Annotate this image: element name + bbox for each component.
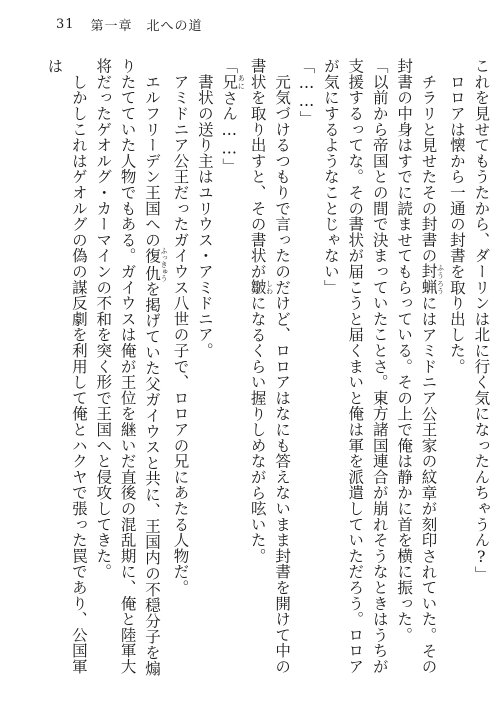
paragraph-text: ロロアは懐から一通の封書を取り出した。 bbox=[447, 58, 466, 374]
paragraph bbox=[91, 58, 168, 688]
ruby-annotation bbox=[143, 246, 169, 282]
ruby-base: 封蝋 bbox=[419, 263, 438, 296]
paragraph-text: 書状の送り主はユリウス・アミドニア。 bbox=[195, 58, 214, 359]
ruby-annotation bbox=[248, 279, 274, 296]
paragraph-text: しかしこれはゲオルグの偽の謀反劇を利用して俺とハクヤで張った罠であり、公国軍は bbox=[45, 58, 88, 675]
ruby-reading: あに bbox=[237, 73, 246, 90]
paragraph bbox=[445, 58, 469, 688]
ruby-reading: ふうろう bbox=[436, 263, 445, 295]
ruby-reading: ふっきゅう bbox=[160, 246, 169, 282]
ruby-base: 皺 bbox=[248, 279, 267, 296]
paragraph-text: さん……」 bbox=[220, 89, 239, 174]
ruby-base: 復仇 bbox=[143, 246, 162, 282]
paragraph-text: 「以前から帝国との間で決まっていたことさ。東方諸国連合が崩れそうなときはうちが支援するってな。その書状が届こうと届くまいと俺は軍を派遣していただろう。ロロアが気にするようなことじゃない」 bbox=[321, 58, 389, 675]
paragraph bbox=[192, 58, 216, 688]
paragraph-text: になるくらい握りしめながら呟いた。 bbox=[248, 295, 267, 564]
paragraph-text: 「……」 bbox=[297, 58, 316, 127]
paragraph-text: アミドニア公王だったガイウス八世の子で、ロロアの兄にあたる人物だ。 bbox=[171, 58, 190, 596]
paragraph bbox=[294, 58, 318, 688]
body-text bbox=[42, 58, 493, 688]
paragraph-text: これを見せてもうたから、ダーリンは北に行く気になったんちゃうん?」 bbox=[472, 58, 491, 582]
page-header bbox=[56, 14, 203, 34]
paragraph bbox=[217, 58, 245, 688]
paragraph bbox=[245, 58, 294, 688]
page-number: 31 bbox=[56, 16, 75, 32]
paragraph bbox=[469, 58, 493, 688]
paragraph-text: を掲げていた父ガイウスと共に、王国内の不穏分子を煽りたてていた人物でもある。ガイウスは俺が王位を継いだ直後の混乱期に、俺と陸軍大将だったゲオルグ・カーマインの不和を突く形で王国へと侵攻してきた。 bbox=[94, 58, 162, 676]
ruby-base: 兄 bbox=[220, 73, 239, 90]
paragraph bbox=[392, 58, 445, 688]
paragraph bbox=[318, 58, 391, 688]
ruby-annotation bbox=[220, 73, 246, 90]
chapter-title: 第一章 北への道 bbox=[90, 18, 203, 34]
paragraph-text: 元気づけるつもりで言ったのだけど、ロロアはなにも答えないまま封書を開けて中の書状を取り出すと、その書状が bbox=[248, 58, 292, 675]
paragraph-text: チラリと見せたその封書の bbox=[419, 58, 438, 264]
paragraph-text: にはアミドニア公王家の紋章が刻印されていた。その封書の中身はすでに読ませてもらっている。その上で俺は静かに首を横に振った。 bbox=[395, 58, 438, 675]
paragraph-text: エルフリーデン王国への bbox=[143, 58, 162, 248]
paragraph-text: 「 bbox=[220, 58, 239, 74]
ruby-annotation bbox=[419, 263, 445, 296]
page-body bbox=[42, 58, 491, 688]
paragraph bbox=[168, 58, 192, 688]
paragraph bbox=[42, 58, 91, 688]
ruby-reading: しわ bbox=[265, 279, 274, 296]
